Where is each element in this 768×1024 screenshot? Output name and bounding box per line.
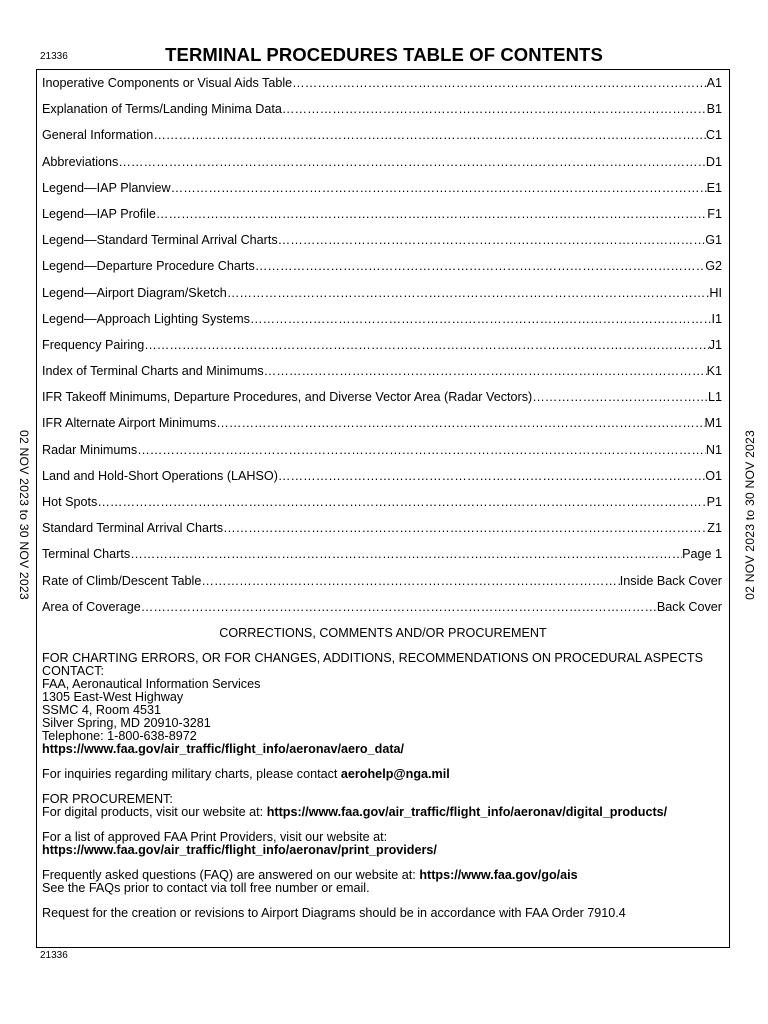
toc-page: Page 1: [682, 547, 722, 562]
toc-page: HI: [709, 285, 722, 300]
toc-label: Legend—Standard Terminal Arrival Charts: [42, 233, 278, 248]
toc-label: Standard Terminal Arrival Charts: [42, 521, 224, 536]
address-line-3: Silver Spring, MD 20910-3281: [42, 716, 211, 730]
toc-entry[interactable]: [42, 175, 722, 201]
military-text: For inquiries regarding military charts, please contact: [42, 767, 341, 781]
toc-leader: [144, 332, 708, 358]
military-email-link[interactable]: aerohelp@nga.mil: [340, 767, 450, 781]
toc-entry[interactable]: [42, 96, 722, 122]
effective-dates-left: 02 NOV 2023 to 30 NOV 2023: [17, 430, 31, 600]
toc-leader: [264, 358, 707, 384]
toc-label: Rate of Climb/Descent Table: [42, 573, 202, 588]
doc-number-top: 21336: [40, 51, 68, 62]
toc-page: E1: [706, 180, 722, 195]
toc-label: Area of Coverage: [42, 599, 141, 614]
toc-label: Legend—Approach Lighting Systems: [42, 311, 250, 326]
toc-leader: [278, 227, 706, 253]
toc-leader: [255, 253, 705, 279]
toc-page: D1: [705, 154, 722, 169]
toc-page: O1: [705, 468, 722, 483]
toc-page: I1: [711, 311, 722, 326]
toc-entry[interactable]: [42, 332, 722, 358]
toc-label: IFR Alternate Airport Minimums: [42, 416, 217, 431]
toc-leader: [130, 541, 682, 567]
toc-page: G2: [705, 259, 722, 274]
toc-entry[interactable]: [42, 358, 722, 384]
toc-label: Inoperative Components or Visual Aids Table: [42, 76, 293, 90]
toc-page: F1: [707, 206, 722, 221]
toc-leader: [97, 489, 706, 515]
digital-products-link[interactable]: https://www.faa.gov/air_traffic/flight_info/aeronav/digital_products/: [266, 805, 668, 819]
toc-label: General Information: [42, 128, 154, 143]
toc-entry[interactable]: [42, 201, 722, 227]
toc-page: B1: [706, 102, 722, 117]
address-line-2: SSMC 4, Room 4531: [42, 703, 161, 717]
toc-page: M1: [704, 416, 722, 431]
corrections-heading: CORRECTIONS, COMMENTS AND/OR PROCUREMENT: [219, 626, 547, 640]
effective-dates-right: 02 NOV 2023 to 30 NOV 2023: [743, 430, 757, 600]
toc-page: G1: [705, 233, 722, 248]
toc-page: J1: [708, 337, 722, 352]
faq-text: Frequently asked questions (FAQ) are answered on our website at:: [42, 868, 420, 882]
toc-label: Frequency Pairing: [42, 337, 145, 352]
toc-label: Legend—IAP Profile: [42, 206, 156, 221]
charting-intro: FOR CHARTING ERRORS, OR FOR CHANGES, ADDITIONS, RECOMMENDATIONS ON PROCEDURAL ASPECTS CONTACT:: [42, 651, 704, 678]
toc-leader: [137, 437, 706, 463]
toc-entry[interactable]: [42, 594, 722, 620]
charting-contact-block: [42, 652, 722, 756]
toc-label: Legend—IAP Planview: [42, 180, 171, 195]
toc-leader: [141, 594, 657, 620]
corrections-info: [42, 652, 722, 932]
toc-entry[interactable]: [42, 306, 722, 332]
toc-leader: [153, 122, 706, 148]
toc-label: Legend—Airport Diagram/Sketch: [42, 285, 227, 300]
toc-leader: [282, 96, 707, 122]
toc-page: N1: [705, 442, 722, 457]
procurement-heading: FOR PROCUREMENT:: [42, 792, 173, 806]
toc-entry[interactable]: [42, 568, 722, 594]
org-name: FAA, Aeronautical Information Services: [42, 677, 261, 691]
procurement-block: [42, 793, 722, 819]
toc-entry[interactable]: [42, 489, 722, 515]
toc-entry[interactable]: [42, 463, 722, 489]
toc-entry[interactable]: [42, 410, 722, 436]
address-line-1: 1305 East-West Highway: [42, 690, 184, 704]
aero-data-link[interactable]: https://www.faa.gov/air_traffic/flight_info/aeronav/aero_data/: [42, 742, 405, 756]
toc-label: Legend—Departure Procedure Charts: [42, 259, 255, 274]
toc-page: Inside Back Cover: [619, 573, 722, 588]
toc-leader: [250, 306, 712, 332]
toc-label: Radar Minimums: [42, 442, 138, 457]
diagram-request-block: [42, 907, 722, 920]
toc-leader: [292, 70, 706, 96]
toc-page: K1: [706, 364, 722, 379]
diagram-request: Request for the creation or revisions to Airport Diagrams should be in accordance with FAA Order 7910.4: [42, 906, 626, 920]
toc-leader: [118, 149, 706, 175]
toc-leader: [156, 201, 707, 227]
faq-block: [42, 869, 722, 895]
toc-page: P1: [706, 495, 722, 509]
faq-link[interactable]: https://www.faa.gov/go/ais: [419, 868, 578, 882]
toc-leader: [532, 384, 708, 410]
toc-entry[interactable]: [42, 70, 722, 96]
toc-label: Terminal Charts: [42, 547, 131, 562]
toc-page: L1: [707, 390, 722, 405]
toc-entry[interactable]: [42, 384, 722, 410]
toc-label: Land and Hold-Short Operations (LAHSO): [42, 468, 278, 483]
doc-number-bottom: 21336: [40, 950, 68, 961]
toc-leader: [223, 515, 707, 541]
toc-entry[interactable]: [42, 253, 722, 279]
toc-label: Abbreviations: [42, 154, 119, 169]
print-providers-link[interactable]: https://www.faa.gov/air_traffic/flight_info/aeronav/print_providers/: [42, 843, 437, 857]
toc-entry[interactable]: [42, 149, 722, 175]
toc-page: Back Cover: [656, 599, 722, 614]
print-text: For a list of approved FAA Print Providers, visit our website at:: [42, 830, 388, 844]
toc-entry[interactable]: [42, 227, 722, 253]
toc-leader: [171, 175, 707, 201]
toc-label: IFR Takeoff Minimums, Departure Procedures, and Diverse Vector Area (Radar Vectors): [42, 390, 533, 405]
toc-label: Hot Spots: [42, 495, 98, 509]
print-block: [42, 831, 722, 857]
toc-entry[interactable]: [42, 541, 722, 567]
digital-text: For digital products, visit our website at:: [42, 805, 267, 819]
page-title-text: TERMINAL PROCEDURES TABLE OF CONTENTS: [165, 44, 603, 65]
toc-leader: [216, 410, 704, 436]
faq-contact: See the FAQs prior to contact via toll free number or email.: [42, 881, 370, 895]
military-block: [42, 768, 722, 781]
toc-entry[interactable]: [42, 437, 722, 463]
toc-entry[interactable]: [42, 122, 722, 148]
toc-leader: [278, 463, 705, 489]
toc-entry[interactable]: [42, 515, 722, 541]
toc-leader: [227, 280, 710, 306]
toc-label: Index of Terminal Charts and Minimums: [42, 364, 264, 379]
toc-page: Z1: [707, 521, 722, 536]
toc-entry[interactable]: [42, 280, 722, 306]
toc-list: [42, 70, 722, 620]
telephone: Telephone: 1-800-638-8972: [42, 729, 197, 743]
toc-page: A1: [706, 76, 722, 90]
toc-leader: [201, 568, 619, 594]
toc-label: Explanation of Terms/Landing Minima Data: [42, 102, 282, 117]
toc-page: C1: [705, 128, 722, 143]
page-title: [0, 44, 768, 66]
